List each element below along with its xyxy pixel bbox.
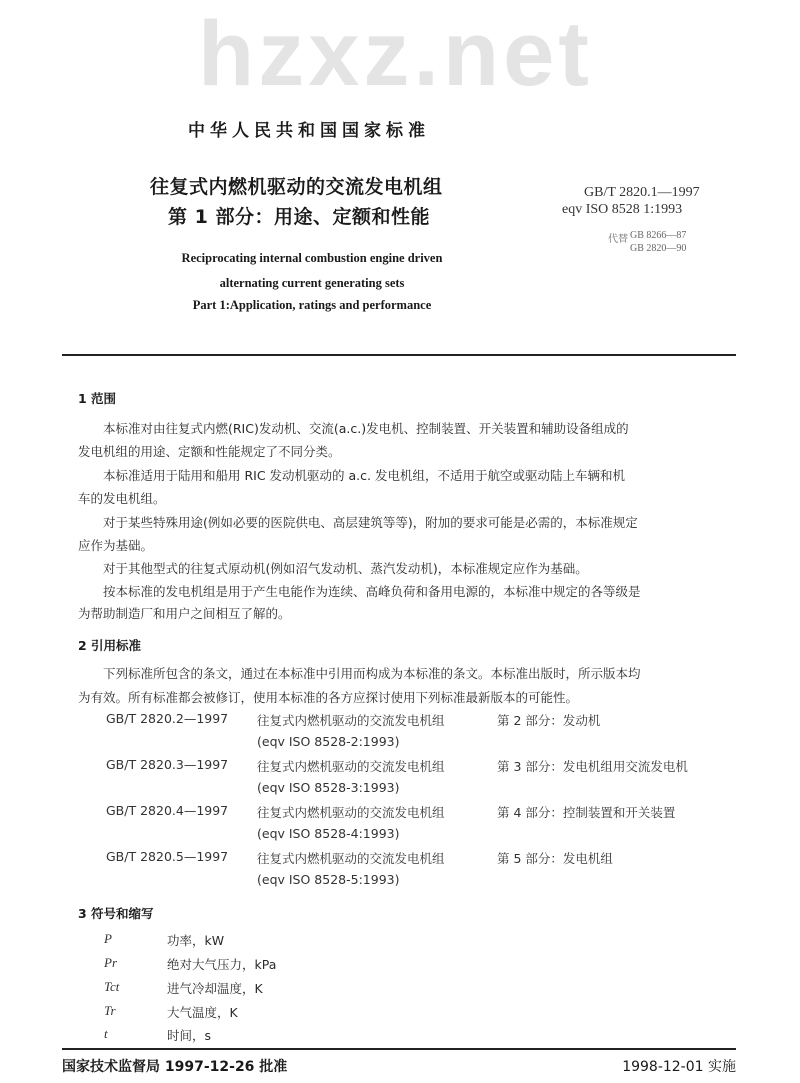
reference-part: 第 5 部分：发电机组 xyxy=(497,851,613,866)
reference-code: GB/T 2820.2—1997 xyxy=(106,711,229,726)
symbol: P xyxy=(104,931,112,946)
paragraph-line: 为帮助制造厂和用户之间相互了解的。 xyxy=(78,606,291,621)
reference-eqv: (eqv ISO 8528-4:1993) xyxy=(257,826,400,841)
reference-eqv: (eqv ISO 8528-3:1993) xyxy=(257,780,400,795)
approval-date: 国家技术监督局 1997-12-26 批准 xyxy=(62,1059,288,1075)
replaces-2: GB 2820—90 xyxy=(630,243,687,254)
section-1-heading: 1 范围 xyxy=(78,391,117,406)
reference-part: 第 4 部分：控制装置和开关装置 xyxy=(497,805,676,820)
paragraph-line: 对于某些特殊用途(例如必要的医院供电、高层建筑等等)，附加的要求可能是必需的，本标准规定 xyxy=(103,515,638,530)
reference-code: GB/T 2820.5—1997 xyxy=(106,849,229,864)
reference-title: 往复式内燃机驱动的交流发电机组 xyxy=(257,805,445,820)
header-divider xyxy=(62,354,736,356)
title-cn-line-2: 第 1 部分：用途、定额和性能 xyxy=(168,206,430,228)
symbol: t xyxy=(104,1026,108,1041)
symbol-description: 进气冷却温度，K xyxy=(167,981,263,996)
paragraph-line: 按本标准的发电机组是用于产生电能作为连续、高峰负荷和备用电源的，本标准中规定的各等级是 xyxy=(103,584,641,599)
paragraph-line: 车的发电机组。 xyxy=(78,491,166,506)
symbol-description: 时间，s xyxy=(167,1028,212,1043)
reference-code: GB/T 2820.3—1997 xyxy=(106,757,229,772)
replaces-1: GB 8266—87 xyxy=(630,230,687,241)
section-2-heading: 2 引用标准 xyxy=(78,638,142,653)
title-en-line-3: Part 1:Application, ratings and performance xyxy=(192,298,432,312)
title-cn-line-1: 往复式内燃机驱动的交流发电机组 xyxy=(150,176,443,198)
watermark: hzxz.net xyxy=(198,3,593,105)
symbol: Pr xyxy=(104,955,117,970)
paragraph-line: 发电机组的用途、定额和性能规定了不同分类。 xyxy=(78,444,341,459)
reference-title: 往复式内燃机驱动的交流发电机组 xyxy=(257,713,445,728)
symbol: Tr xyxy=(104,1003,116,1018)
symbol-description: 绝对大气压力，kPa xyxy=(167,957,277,972)
reference-title: 往复式内燃机驱动的交流发电机组 xyxy=(257,851,445,866)
standard-code: GB/T 2820.1—1997 xyxy=(584,185,700,200)
equivalent-standard: eqv ISO 8528 1:1993 xyxy=(562,202,683,217)
title-en-line-1: Reciprocating internal combustion engine driven xyxy=(181,251,443,265)
reference-part: 第 2 部分：发动机 xyxy=(497,713,601,728)
paragraph-line: 本标准适用于陆用和船用 RIC 发动机驱动的 a.c. 发电机组，不适用于航空或驱动陆上车辆和机 xyxy=(103,468,625,483)
effective-date: 1998-12-01 实施 xyxy=(622,1059,736,1075)
paragraph-line: 下列标准所包含的条文，通过在本标准中引用而构成为本标准的条文。本标准出版时，所示版本均 xyxy=(103,666,641,681)
paragraph-line: 对于其他型式的往复式原动机(例如沼气发动机、蒸汽发动机)，本标准规定应作为基础。 xyxy=(103,561,588,576)
symbol-description: 功率，kW xyxy=(167,933,225,948)
reference-code: GB/T 2820.4—1997 xyxy=(106,803,229,818)
national-standard-heading: 中华人民共和国国家标准 xyxy=(188,121,430,141)
symbol-description: 大气温度，K xyxy=(167,1005,238,1020)
reference-title: 往复式内燃机驱动的交流发电机组 xyxy=(257,759,445,774)
reference-part: 第 3 部分：发电机组用交流发电机 xyxy=(497,759,688,774)
paragraph-line: 应作为基础。 xyxy=(78,538,154,553)
replaces-label: 代替 xyxy=(608,234,628,245)
footer-divider xyxy=(62,1048,736,1050)
reference-eqv: (eqv ISO 8528-2:1993) xyxy=(257,734,400,749)
paragraph-line: 为有效。所有标准都会被修订，使用本标准的各方应探讨使用下列标准最新版本的可能性。 xyxy=(78,690,579,705)
symbol: Tct xyxy=(104,979,120,994)
reference-eqv: (eqv ISO 8528-5:1993) xyxy=(257,872,400,887)
paragraph-line: 本标准对由往复式内燃(RIC)发动机、交流(a.c.)发电机、控制装置、开关装置和辅助设备组成的 xyxy=(103,421,629,436)
title-en-line-2: alternating current generating sets xyxy=(219,276,405,290)
section-3-heading: 3 符号和缩写 xyxy=(78,906,154,921)
